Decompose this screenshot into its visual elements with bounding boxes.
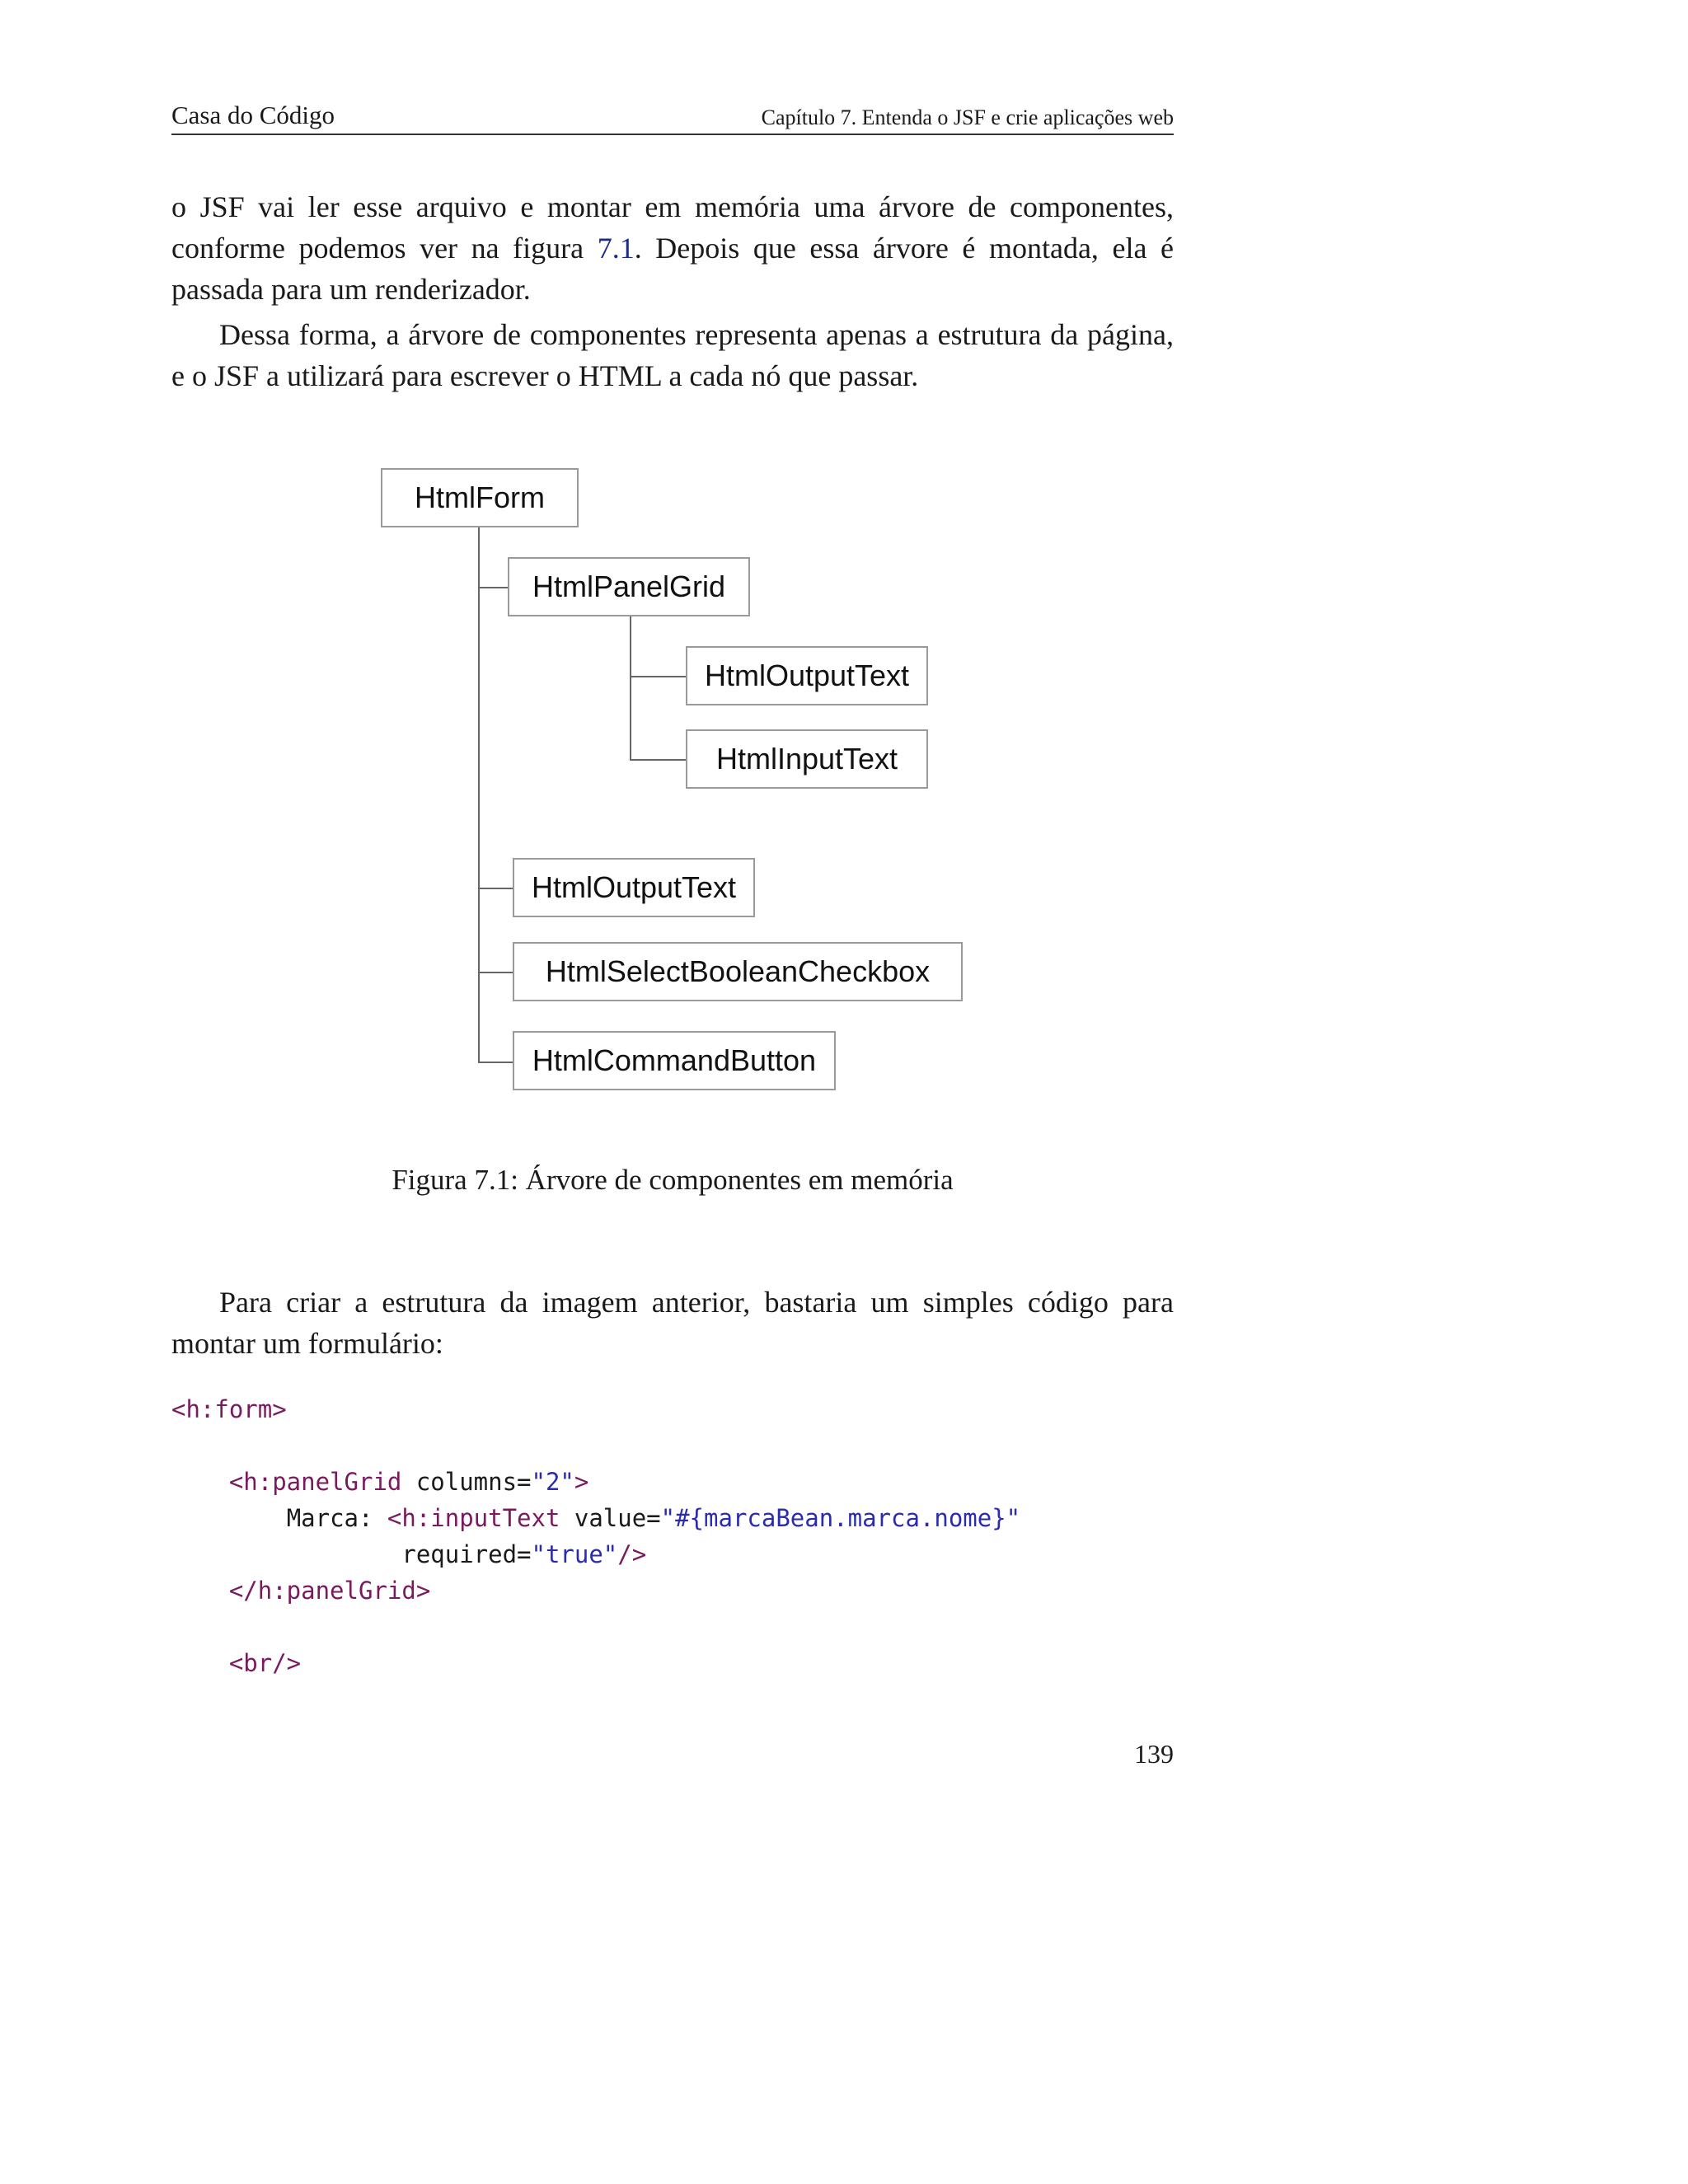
subtree-trunk-line	[630, 616, 631, 760]
tree-node-html-output-text: HtmlOutputText	[686, 646, 928, 705]
code-tag: />	[617, 1540, 647, 1568]
tree-branch-line	[478, 1062, 514, 1063]
code-attribute: required=	[401, 1540, 532, 1568]
code-tag: <h:form>	[171, 1395, 287, 1423]
paragraph-2: Dessa forma, a árvore de componentes representa apenas a estrutura da página, e o JSF a utilizará para escrever o HTML a cada nó que passar.	[171, 318, 1174, 392]
paragraph-1-text-a: o JSF vai ler esse arquivo e montar em memória uma árvore de componentes, conforme podemos ver na figura	[171, 190, 1174, 265]
page-number: 139	[1134, 1739, 1174, 1769]
code-tag: </h:panelGrid>	[228, 1577, 431, 1605]
code-string: "#{marcaBean.marca.nome}"	[660, 1504, 1021, 1532]
code-text: Marca:	[286, 1504, 387, 1532]
code-tag: <br/>	[228, 1649, 302, 1677]
chapter-title: Capítulo 7. Entenda o JSF e crie aplicações web	[761, 105, 1174, 129]
book-title: Casa do Código	[171, 101, 335, 129]
tree-node-html-panel-grid: HtmlPanelGrid	[508, 557, 750, 616]
code-indent	[171, 1649, 229, 1677]
code-tag: <h:panelGrid	[228, 1468, 402, 1496]
tree-node-html-select-boolean-checkbox: HtmlSelectBooleanCheckbox	[513, 942, 963, 1001]
paragraph-3: Para criar a estrutura da imagem anterior, bastaria um simples código para montar um formulário:	[171, 1286, 1174, 1360]
code-indent	[171, 1504, 287, 1532]
tree-branch-line	[478, 888, 514, 889]
code-tag: >	[574, 1468, 589, 1496]
tree-node-html-command-button: HtmlCommandButton	[513, 1031, 836, 1090]
paragraph-1-text-b: . Depois que essa árvore é montada, ela é passada para um renderizador.	[171, 232, 1174, 306]
figure-reference-link[interactable]: 7.1	[597, 232, 635, 265]
tree-node-html-form: HtmlForm	[381, 468, 579, 527]
tree-branch-line	[630, 759, 687, 761]
figure-caption: Figura 7.1: Árvore de componentes em memória	[392, 1164, 954, 1196]
tree-branch-line	[478, 587, 509, 588]
paragraph-1	[171, 186, 1174, 310]
tree-branch-line	[478, 972, 514, 973]
tree-branch-line	[630, 676, 687, 677]
code-indent	[171, 1540, 401, 1568]
code-attribute: value=	[560, 1504, 661, 1532]
code-string: "true"	[531, 1540, 618, 1568]
code-indent	[171, 1577, 229, 1605]
running-head	[171, 99, 1174, 135]
code-attribute: columns=	[401, 1468, 532, 1496]
tree-node-html-input-text: HtmlInputText	[686, 729, 928, 789]
code-indent	[171, 1468, 229, 1496]
tree-node-html-output-text: HtmlOutputText	[513, 858, 755, 917]
code-listing	[171, 1391, 1020, 1681]
code-tag: <h:inputText	[387, 1504, 560, 1532]
tree-trunk-line	[478, 527, 480, 1063]
code-string: "2"	[531, 1468, 574, 1496]
